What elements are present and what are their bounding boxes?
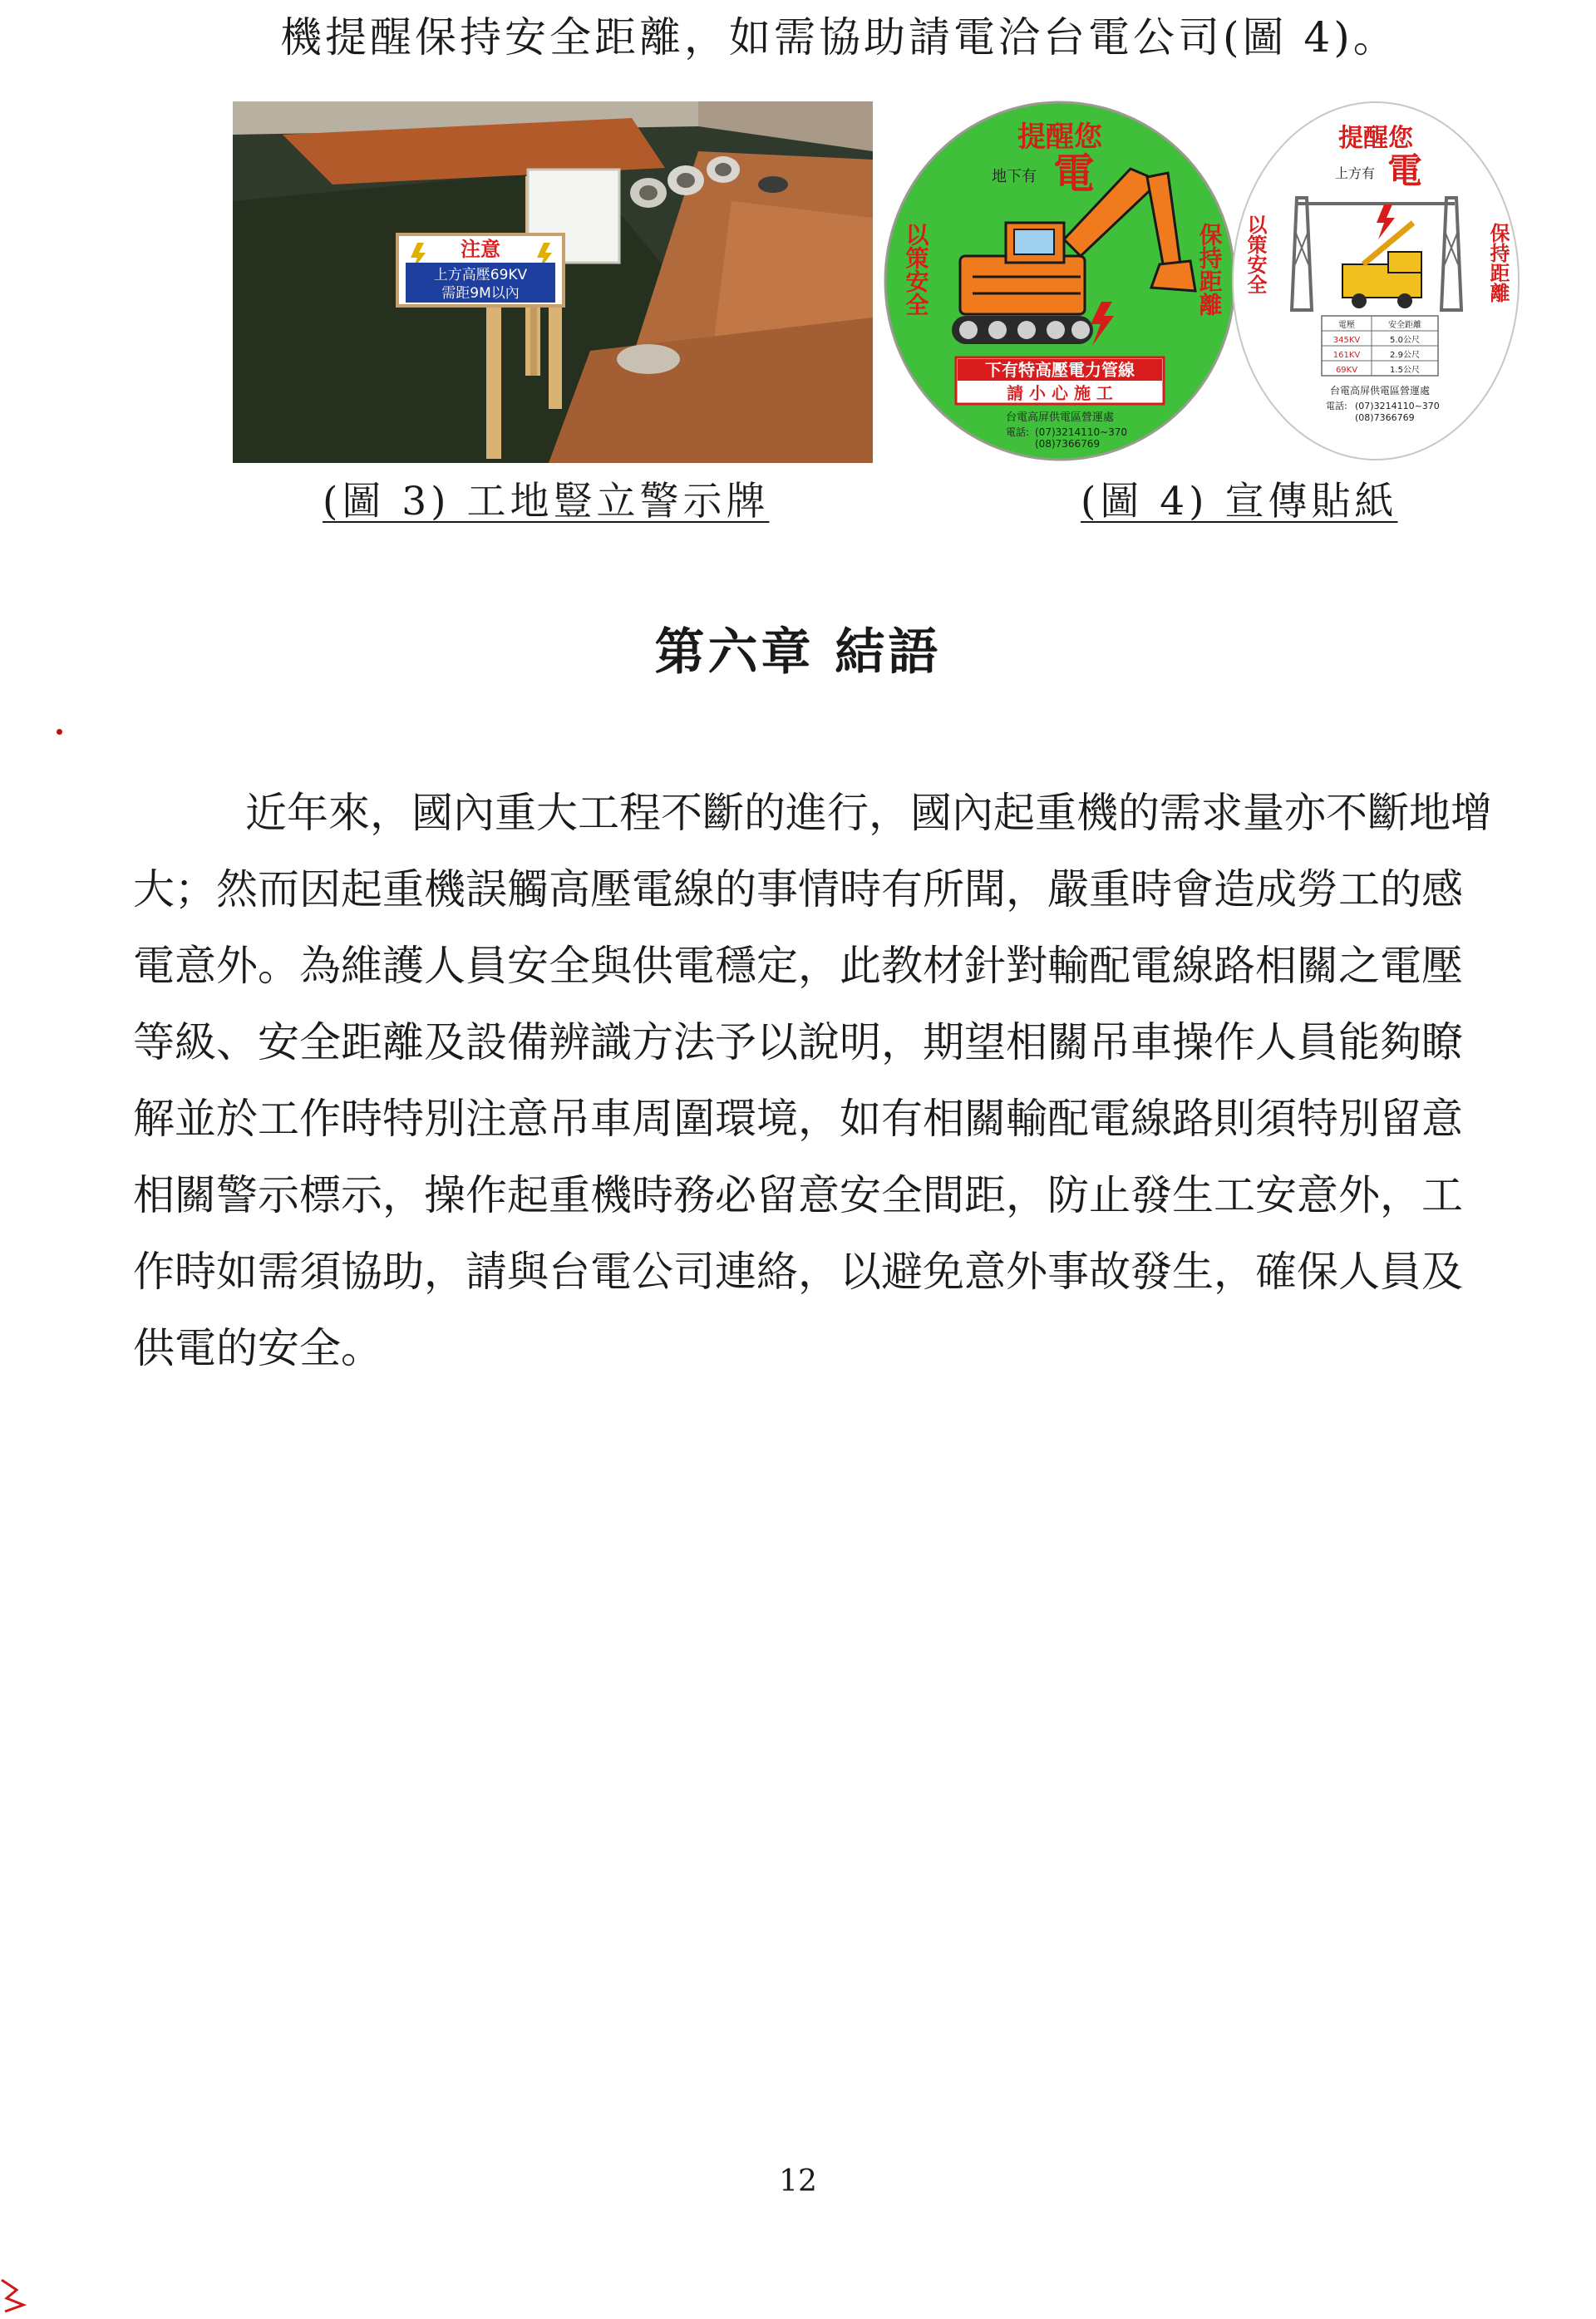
sticker1-phone-1: (07)3214110~370: [1035, 426, 1128, 438]
figure-4-caption: (圖 4) 宣傳貼紙: [1081, 479, 1398, 524]
sign-line-1: 上方高壓69KV: [433, 267, 528, 283]
scan-speck: [57, 729, 62, 735]
sticker2-sub-small: 上方有: [1334, 165, 1376, 181]
sticker2-sub-big: 電: [1387, 150, 1423, 191]
paragraph-line: 大；然而因起重機誤觸高壓電線的事情時有所聞，嚴重時會造成勞工的感: [133, 865, 1463, 913]
table-cell: 161KV: [1332, 351, 1361, 360]
table-cell: 5.0公尺: [1390, 336, 1420, 345]
sign-title: 注意: [461, 238, 500, 261]
figure-3-photo: [233, 101, 873, 463]
sticker-green: [885, 102, 1234, 460]
sign-line-2: 需距9M以內: [441, 285, 520, 302]
sticker-white: [1233, 102, 1519, 460]
figure-3-caption: (圖 3) 工地豎立警示牌: [323, 479, 770, 524]
sticker2-org: 台電高屏供電區營運處: [1329, 385, 1431, 396]
sticker1-org: 台電高屏供電區營運處: [1005, 411, 1115, 424]
paragraph-line: 等級、安全距離及設備辨識方法予以說明，期望相關吊車操作人員能夠瞭: [133, 1018, 1463, 1066]
paragraph-line: 解並於工作時特別注意吊車周圍環境，如有相關輸配電線路則須特別留意: [133, 1095, 1463, 1143]
sticker1-right-vertical: 保持距離: [1195, 223, 1224, 316]
table-header-voltage: 電壓: [1338, 321, 1355, 330]
safety-distance-table: [1322, 316, 1438, 376]
paragraph-line: 電意外。為維護人員安全與供電穩定，此教材針對輸配電線路相關之電壓: [133, 942, 1463, 990]
sticker1-header: 提醒您: [1017, 121, 1102, 154]
sticker1-phone-label: 電話:: [1006, 426, 1030, 438]
sticker2-phone-2: (08)7366769: [1355, 412, 1415, 423]
sticker1-phone-2: (08)7366769: [1035, 438, 1101, 450]
table-cell: 345KV: [1332, 336, 1361, 345]
table-cell: 69KV: [1335, 366, 1358, 375]
sticker1-left-vertical: 以策安全: [902, 223, 930, 316]
table-header-distance: 安全距離: [1388, 321, 1421, 330]
sticker2-left-vertical: 以策安全: [1244, 214, 1267, 294]
paragraph-line: 近年來，國內重大工程不斷的進行，國內起重機的需求量亦不斷地增: [245, 789, 1492, 837]
chapter-title: 第六章 結語: [654, 623, 942, 682]
sticker2-right-vertical: 保持距離: [1486, 223, 1510, 303]
sticker2-phone-1: (07)3214110~370: [1355, 401, 1440, 411]
paragraph-line: 作時如需須協助，請與台電公司連絡，以避免意外事故發生，確保人員及: [133, 1248, 1463, 1296]
construction-site-illustration: [233, 101, 873, 463]
sticker2-header: 提醒您: [1338, 124, 1413, 153]
paragraph-line: 供電的安全。: [133, 1324, 382, 1372]
table-cell: 2.9公尺: [1390, 351, 1420, 360]
sticker2-phone-label: 電話:: [1326, 401, 1347, 411]
intro-line: 機提醒保持安全距離，如需協助請電洽台電公司(圖 4)。: [280, 13, 1398, 62]
scan-mark: [0, 2273, 33, 2315]
figure-4-stickers: [881, 98, 1521, 464]
table-cell: 1.5公尺: [1390, 366, 1420, 375]
page-number: 12: [779, 2164, 817, 2198]
promotional-stickers-illustration: [881, 98, 1521, 464]
sticker1-banner-line-2: 請 小 心 施 工: [1007, 383, 1113, 403]
sticker1-banner-line-1: 下有特高壓電力管線: [985, 360, 1135, 380]
paragraph-line: 相關警示標示，操作起重機時務必留意安全間距，防止發生工安意外，工: [133, 1171, 1463, 1219]
sticker1-sub-big: 電: [1053, 150, 1095, 198]
sticker1-sub-small: 地下有: [992, 168, 1037, 185]
